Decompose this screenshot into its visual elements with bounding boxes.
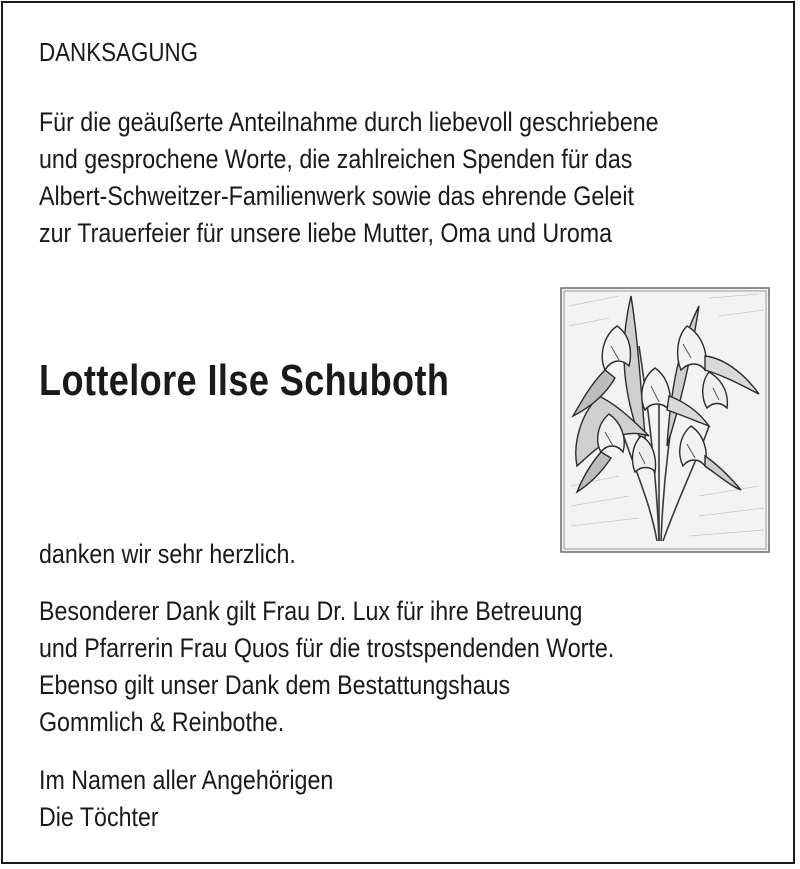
special-thanks-line: Besonderer Dank gilt Frau Dr. Lux für ihre Betreuung (39, 596, 583, 626)
intro-line: Für die geäußerte Anteilnahme durch liebevoll geschriebene (39, 107, 659, 137)
intro-line: zur Trauerfeier für unsere liebe Mutter, Oma und Uroma (39, 218, 613, 248)
closing-line: Die Töchter (39, 802, 159, 832)
closing-line: Im Namen aller Angehörigen (39, 765, 334, 795)
special-thanks-line: Ebenso gilt unser Dank dem Bestattungshaus (39, 670, 511, 700)
thanks-line: danken wir sehr herzlich. (39, 539, 296, 569)
intro-line: und gesprochene Worte, die zahlreichen Spenden für das (39, 144, 633, 174)
closing-signature (39, 762, 333, 836)
special-thanks-line: Gommlich & Reinbothe. (39, 707, 285, 737)
notice-heading: DANKSAGUNG (39, 37, 199, 67)
special-thanks-line: und Pfarrerin Frau Quos für die trostspendenden Worte. (39, 633, 615, 663)
intro-line: Albert-Schweitzer-Familienwerk sowie das ehrende Geleit (39, 181, 634, 211)
thanks-paragraph (39, 536, 296, 573)
obituary-notice (1, 1, 795, 864)
special-thanks-paragraph (39, 593, 614, 741)
intro-paragraph (39, 104, 659, 252)
deceased-name: Lottelore Ilse Schuboth (39, 356, 450, 405)
snowdrop-sketch-image (559, 286, 771, 554)
